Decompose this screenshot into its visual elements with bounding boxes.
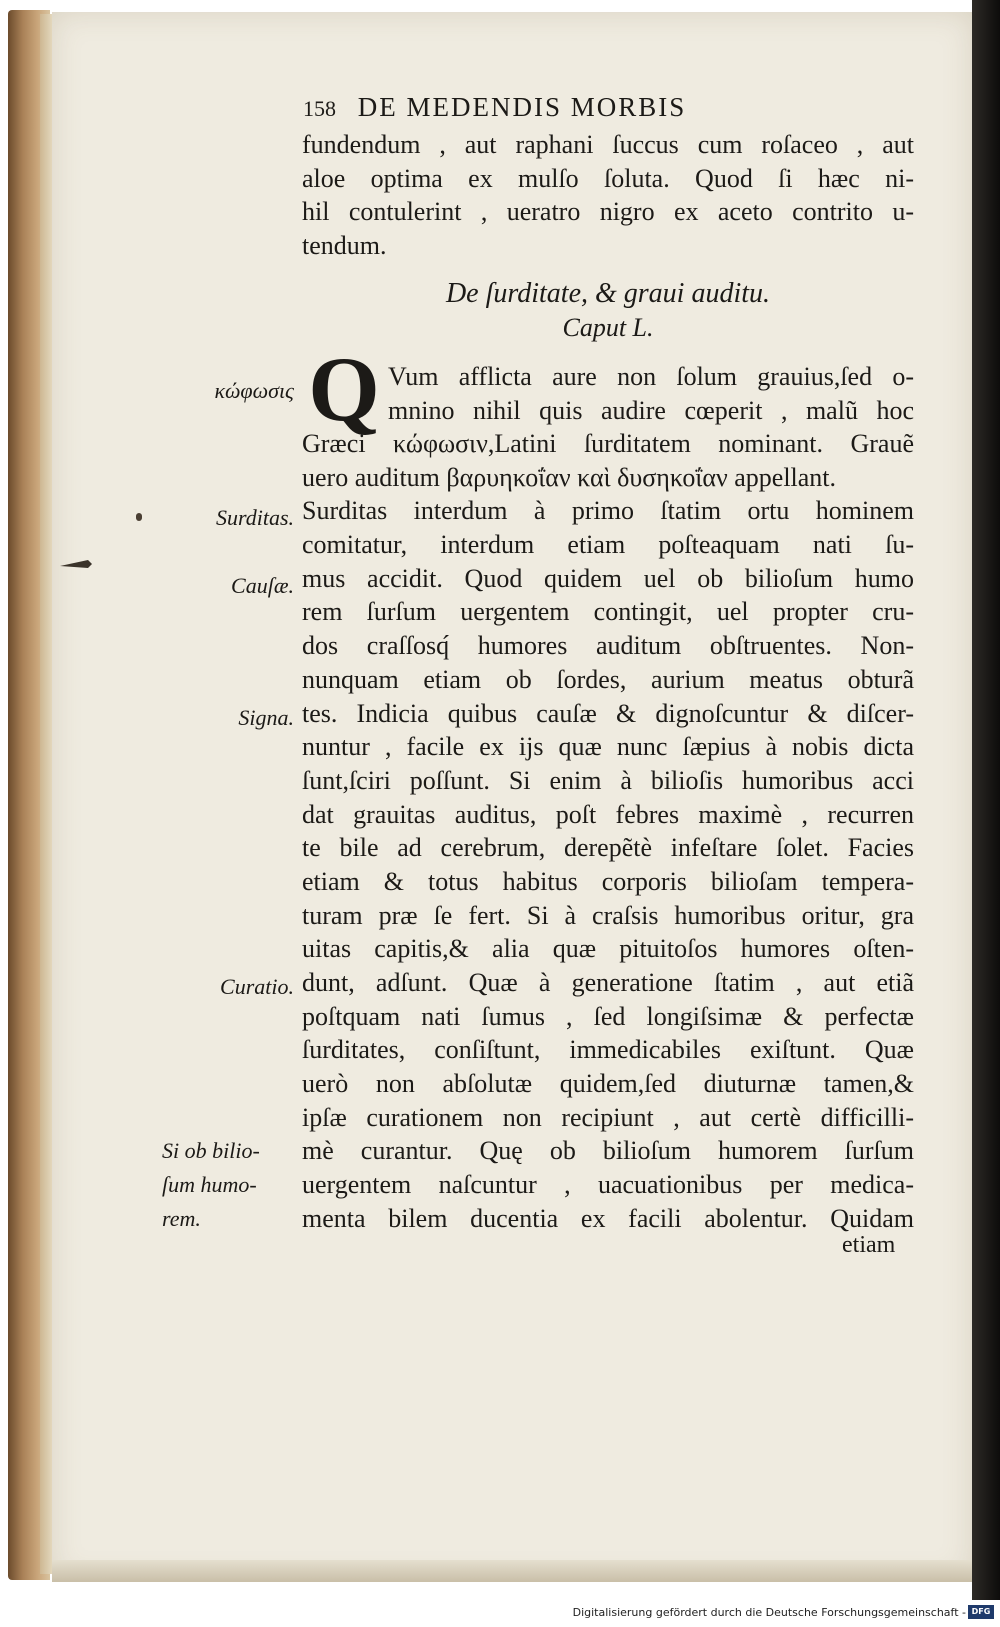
text-line: uero auditum βαρυηκοΐαν καὶ δυσηκοΐαν appellant. xyxy=(302,462,837,492)
text-line: comitatur, interdum etiam poſteaquam nati ſu- xyxy=(302,530,914,560)
margin-note-curatio: Curatio. xyxy=(220,974,294,999)
text-line: mus accidit. Quod quidem uel ob bilioſum humo xyxy=(302,563,914,593)
text-line: etiam & totus habitus corporis bilioſam tempera- xyxy=(302,866,914,896)
text-line: tes. Indicia quibus cauſæ & dignoſcuntur & diſcer- xyxy=(302,698,914,728)
margin-note-greek: κώφωσις xyxy=(214,378,294,403)
body-dropcap-lines xyxy=(388,360,914,427)
text-line: rem ſurſum uergentem contingit, uel propter cru- xyxy=(302,597,914,627)
chapter-number: Caput L. xyxy=(562,313,654,342)
text-line: ſurditates, conſiſtunt, immedicabiles exiſtunt. Quæ xyxy=(302,1035,914,1065)
running-head xyxy=(303,92,863,123)
chapter-title: De ſurditate, & graui auditu. xyxy=(445,278,771,309)
body-top xyxy=(302,128,914,263)
text-line: ſunt,ſciri poſſunt. Si enim à bilioſis humoribus acci xyxy=(302,765,914,795)
text-line: mè curantur. Quę ob bilioſum humorem ſurſum xyxy=(302,1136,914,1166)
text-line: Surditas interdum à primo ſtatim ortu hominem xyxy=(302,496,914,526)
margin-note-surditas: Surditas. xyxy=(215,505,294,530)
text-line: uitas capitis,& alia quæ pituitoſos humores oſten- xyxy=(302,934,914,964)
text-line: hil contulerint , ueratro nigro ex aceto contrito u- xyxy=(302,197,914,227)
text-line: nunquam etiam ob ſordes, aurium meatus obturã xyxy=(302,664,914,694)
text-line: nuntur , facile ex ijs quæ nunc ſæpius à nobis dicta xyxy=(302,732,914,762)
page-bottom-edge xyxy=(52,1560,972,1582)
dfg-logo: DFG xyxy=(968,1605,994,1619)
text-line: Vum afflicta aure non ſolum grauius,ſed o- xyxy=(388,362,914,391)
body-main xyxy=(302,427,914,1236)
ink-dot xyxy=(136,513,142,521)
running-title: DE MEDENDIS MORBIS xyxy=(357,92,687,122)
margin-note-bilio-3: rem. xyxy=(162,1206,201,1231)
text-line: menta bilem ducentia ex facili abolentur. Quidam xyxy=(302,1203,914,1233)
text-line: fundendum , aut raphani ſuccus cum roſaceo , aut xyxy=(302,130,914,159)
text-line: poſtquam nati ſumus , ſed longiſsimæ & perfectæ xyxy=(302,1001,914,1031)
text-line: dos craſſosq́ humores auditum obſtruentes. Non- xyxy=(302,631,914,661)
catchword: etiam xyxy=(842,1232,896,1258)
margin-note-bilio-2: ſum humo- xyxy=(162,1172,257,1197)
text-line: turam præ ſe fert. Si à craſsis humoribus oritur, gra xyxy=(302,900,914,930)
drop-cap-initial: Q xyxy=(308,338,380,440)
text-line: Græci κώφωσιν,Latini ſurditatem nominant. Grauẽ xyxy=(302,429,914,458)
text-line: uerò non abſolutæ quidem,ſed diuturnæ tamen,& xyxy=(302,1069,914,1099)
margin-note-causae: Cauſæ. xyxy=(231,573,294,598)
text-line: ipſæ curationem non recipiunt , aut certè difficilli- xyxy=(302,1102,914,1132)
scan-shadow xyxy=(972,0,1000,1600)
page-number: 158 xyxy=(303,96,336,121)
text-line: te bile ad cerebrum, derepẽtè infeſtare ſolet. Facies xyxy=(302,833,914,863)
margin-note-bilio-1: Si ob bilio- xyxy=(162,1138,260,1163)
text-line: mnino nihil quis audire cœperit , malũ hoc xyxy=(388,395,914,425)
text-line: dunt, adſunt. Quæ à generatione ſtatim , aut etiã xyxy=(302,968,914,997)
margin-note-signa: Signa. xyxy=(238,705,294,730)
text-line: tendum. xyxy=(302,231,387,261)
text-line: dat grauitas auditus, poſt febres maximè , recurren xyxy=(302,799,914,829)
text-line: uergentem naſcuntur , uacuationibus per medica- xyxy=(302,1170,914,1200)
funding-credit: Digitalisierung gefördert durch die Deutsche Forschungsgemeinschaft - xyxy=(572,1606,966,1619)
text-line: aloe optima ex mulſo ſoluta. Quod ſi hæc ni- xyxy=(302,163,914,193)
manicule-mark xyxy=(58,556,94,574)
